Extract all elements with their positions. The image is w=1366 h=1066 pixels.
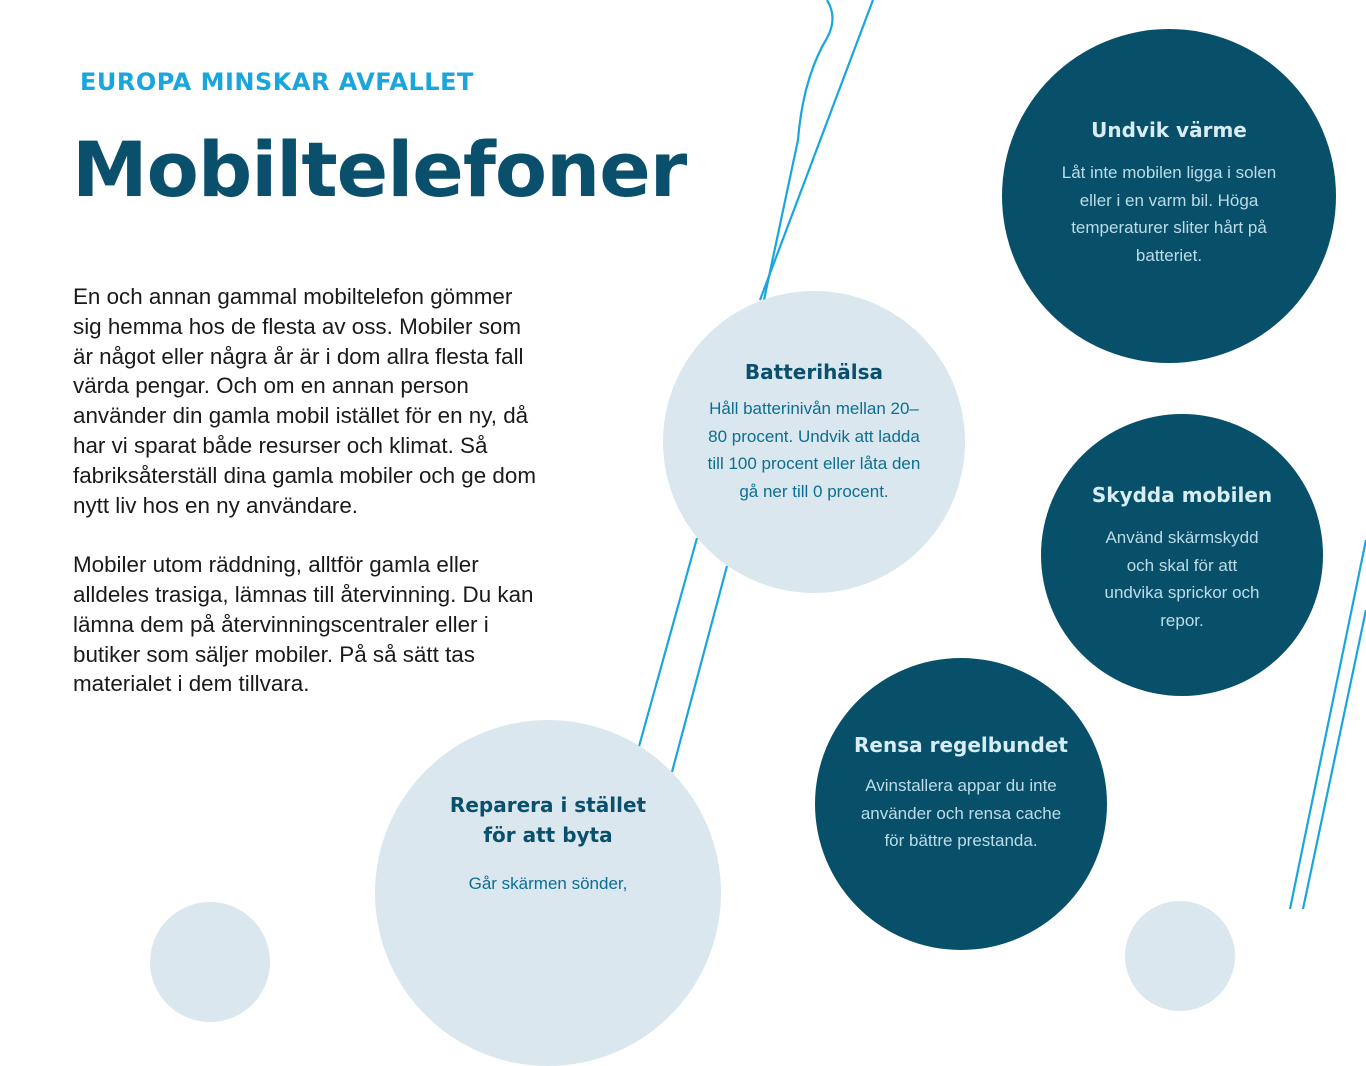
tip-title: Rensa regelbundet [854, 733, 1068, 757]
tip-text: Håll batterinivån mellan 20–80 procent. Undvik att ladda till 100 procent eller låta den gå ner till 0 procent. [707, 399, 921, 501]
intro-paragraph: Mobiler utom räddning, alltför gamla eller alldeles trasiga, lämnas till återvinning. Du kan lämna dem på återvinningscentraler eller i butiker som säljer mobiler. På så sätt tas materialet i dem tillvara. [73, 552, 534, 697]
tip-text: Går skärmen sönder, [468, 874, 628, 893]
tip-title: Undvik värme [1091, 118, 1247, 142]
section-kicker: EUROPA MINSKAR AVFALLET [80, 68, 474, 96]
intro-text [73, 282, 543, 729]
partial-circle-decoration [1125, 901, 1235, 1011]
tip-avoid-heat [1002, 29, 1336, 363]
tip-text: Låt inte mobilen ligga i solen eller i en varm bil. Höga temperaturer sliter hårt på batteriet. [1061, 163, 1277, 265]
tip-title: Skydda mobilen [1091, 483, 1273, 507]
tip-text: Avinstallera appar du inte använder och rensa cache för bättre prestanda. [860, 776, 1062, 850]
tip-title: Reparera i stället för att byta [449, 793, 647, 847]
tip-title: Batterihälsa [744, 360, 884, 384]
tip-repair [375, 720, 721, 1066]
tip-text: Använd skärmskydd och skal för att undvika sprickor och repor. [1104, 528, 1260, 630]
partial-circle-decoration [150, 902, 270, 1022]
tip-battery-health [663, 291, 965, 593]
tip-clean-regularly [815, 658, 1107, 950]
intro-paragraph: En och annan gammal mobiltelefon gömmer sig hemma hos de flesta av oss. Mobiler som är något eller några år är i dom allra flesta fall värda pengar. Och om en annan person använder din gamla mobil istället för en ny, då har vi sparat både resurser och klimat. Så fabriksåterställ dina gamla mobiler och ge dom nytt liv hos en ny användare. [73, 284, 536, 518]
tip-protect-phone [1041, 414, 1323, 696]
page-title: Mobiltelefoner [72, 125, 687, 214]
